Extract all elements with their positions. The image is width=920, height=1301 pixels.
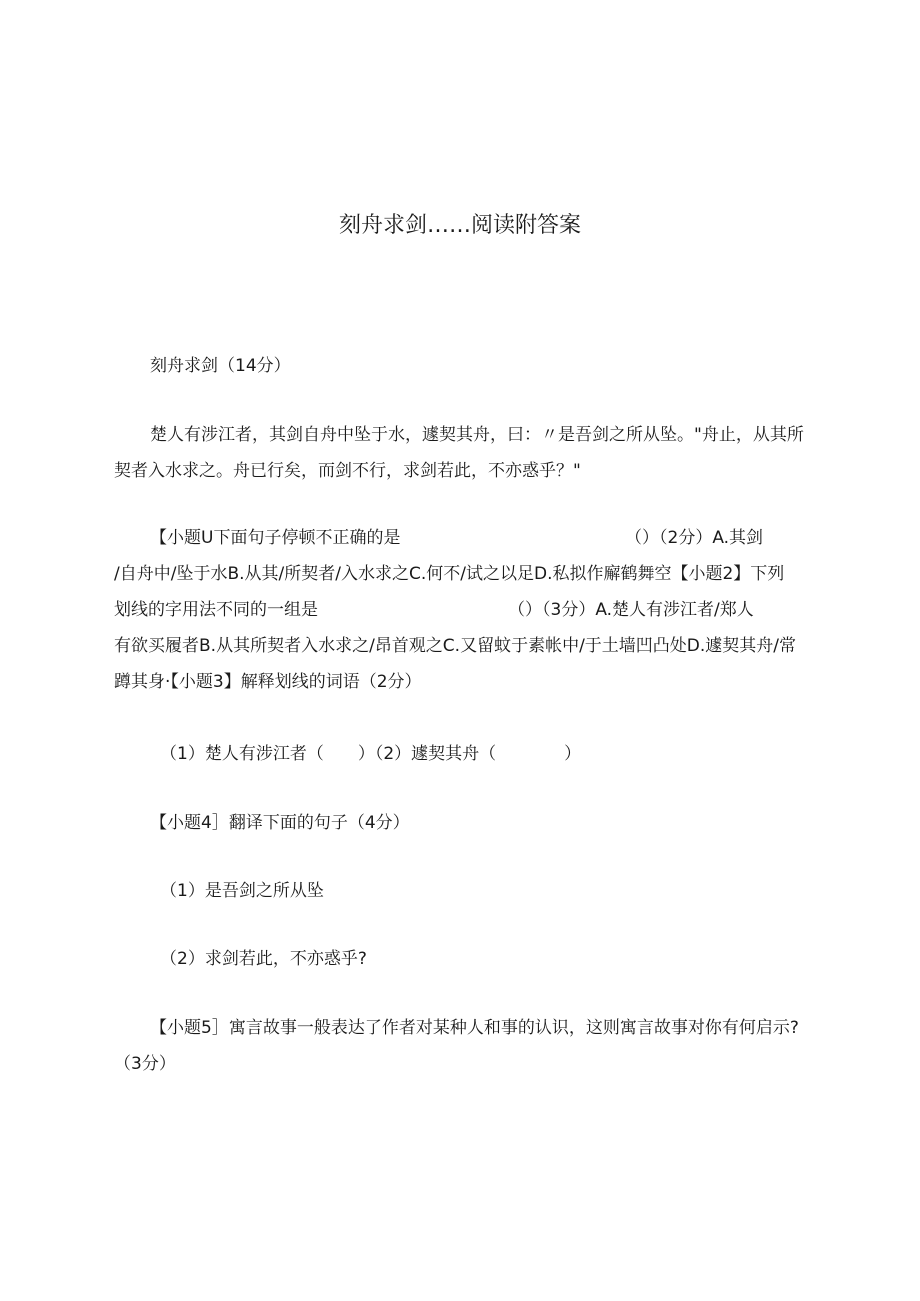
- question-5-line-2: （3分）: [114, 1054, 176, 1074]
- question-1-line-1-left: 【小题U下面句子停顿不正确的是: [150, 528, 401, 548]
- question-4-heading: 【小题4］翻译下面的句子（4分）: [150, 813, 410, 833]
- question-3-heading: 蹲其身·【小题3】解释划线的词语（2分）: [114, 672, 422, 692]
- passage-line-2: 契者入水求之。舟已行矣，而剑不行，求剑若此，不亦惑乎？": [114, 461, 581, 481]
- passage-line-1: 楚人有涉江者，其剑自舟中坠于水，遽契其舟，曰：〃是吾剑之所从坠。"舟止，从其所: [150, 425, 804, 445]
- question-4-item-1: （1）是吾剑之所从坠: [160, 881, 324, 901]
- question-2-line-left: 划线的字用法不同的一组是: [114, 600, 318, 620]
- section-heading: 刻舟求剑（14分）: [150, 356, 291, 376]
- document-title: 刻舟求剑……阅读附答案: [338, 213, 581, 238]
- question-1-line-2: /自舟中/坠于水B.从其/所契者/入水求之C.何不/试之以足D.私拟作廨鹤舞空【小题2】下列: [114, 564, 785, 584]
- question-1-line-1-right: （）（2分）A.其剑: [625, 528, 764, 548]
- question-2-line-right: （）（3分）A.楚人有涉江者/郑人: [508, 600, 754, 620]
- question-2-line-2: 有欲买履者B.从其所契者入水求之/昂首观之C.又留蚊于素帐中/于土墙凹凸处D.遽契其舟/常: [114, 636, 797, 656]
- question-4-item-2: （2）求剑若此，不亦惑乎?: [160, 949, 367, 969]
- question-5-line-1: 【小题5］寓言故事一般表达了作者对某种人和事的认识，这则寓言故事对你有何启示?: [150, 1018, 799, 1038]
- question-3-items: （1）楚人有涉江者（ ）（2）遽契其舟（ ）: [160, 744, 582, 764]
